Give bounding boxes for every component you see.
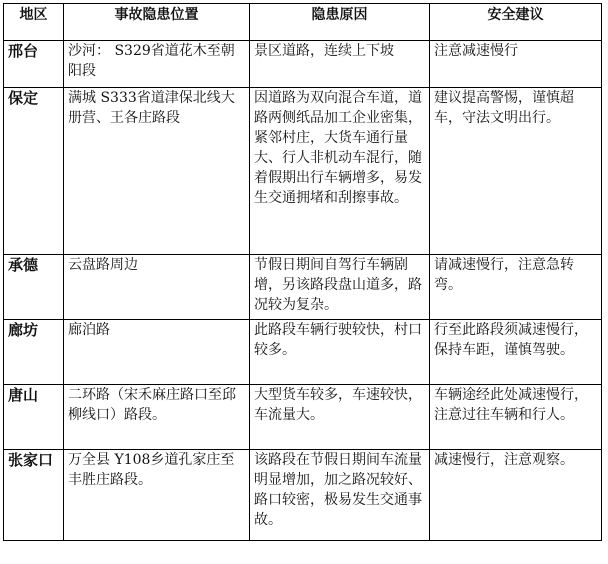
location-cell: 廊泊路 (64, 320, 250, 385)
location-cell: 二环路（宋禾麻庄路口至邱柳线口）路段。 (64, 385, 250, 450)
header-region: 地区 (4, 4, 64, 41)
region-cell: 邢台 (4, 41, 64, 88)
cause-cell: 此路段车辆行驶较快，村口较多。 (250, 320, 430, 385)
location-cell: 云盘路周边 (64, 255, 250, 320)
cause-cell: 大型货车较多，车速较快，车流量大。 (250, 385, 430, 450)
region-cell: 廊坊 (4, 320, 64, 385)
table-row (4, 385, 602, 450)
location-cell: 万全县 Y108乡道孔家庄至丰胜庄路段。 (64, 450, 250, 541)
cause-cell: 该路段在节假日期间车流量明显增加，加之路况较好、路口较密，极易发生交通事故。 (250, 450, 430, 541)
advice-cell: 建议提高警惕，谨慎超车，守法文明出行。 (430, 88, 602, 255)
location-cell: 沙河： S329省道花木至朝阳段 (64, 41, 250, 88)
region-cell: 张家口 (4, 450, 64, 541)
header-location: 事故隐患位置 (64, 4, 250, 41)
advice-cell: 注意减速慢行 (430, 41, 602, 88)
region-cell: 保定 (4, 88, 64, 255)
table-row (4, 255, 602, 320)
region-cell: 承德 (4, 255, 64, 320)
advice-cell: 减速慢行，注意观察。 (430, 450, 602, 541)
header-row (4, 4, 602, 41)
hazard-table (3, 3, 602, 541)
advice-cell: 车辆途经此处减速慢行，注意过往车辆和行人。 (430, 385, 602, 450)
table-row (4, 320, 602, 385)
table-row (4, 41, 602, 88)
advice-cell: 行至此路段须减速慢行，保持车距，谨慎驾驶。 (430, 320, 602, 385)
advice-cell: 请减速慢行，注意急转弯。 (430, 255, 602, 320)
cause-cell: 因道路为双向混合车道，道路两侧纸品加工企业密集，紧邻村庄，大货车通行量大、行人非机动车混行，随着假期出行车辆增多，易发生交通拥堵和刮擦事故。 (250, 88, 430, 255)
location-cell: 满城 S333省道津保北线大册营、王各庄路段 (64, 88, 250, 255)
table-row (4, 88, 602, 255)
cause-cell: 节假日期间自驾行车辆剧增，另该路段盘山道多，路况较为复杂。 (250, 255, 430, 320)
header-advice: 安全建议 (430, 4, 602, 41)
region-cell: 唐山 (4, 385, 64, 450)
header-cause: 隐患原因 (250, 4, 430, 41)
table-row (4, 450, 602, 541)
cause-cell: 景区道路，连续上下坡 (250, 41, 430, 88)
